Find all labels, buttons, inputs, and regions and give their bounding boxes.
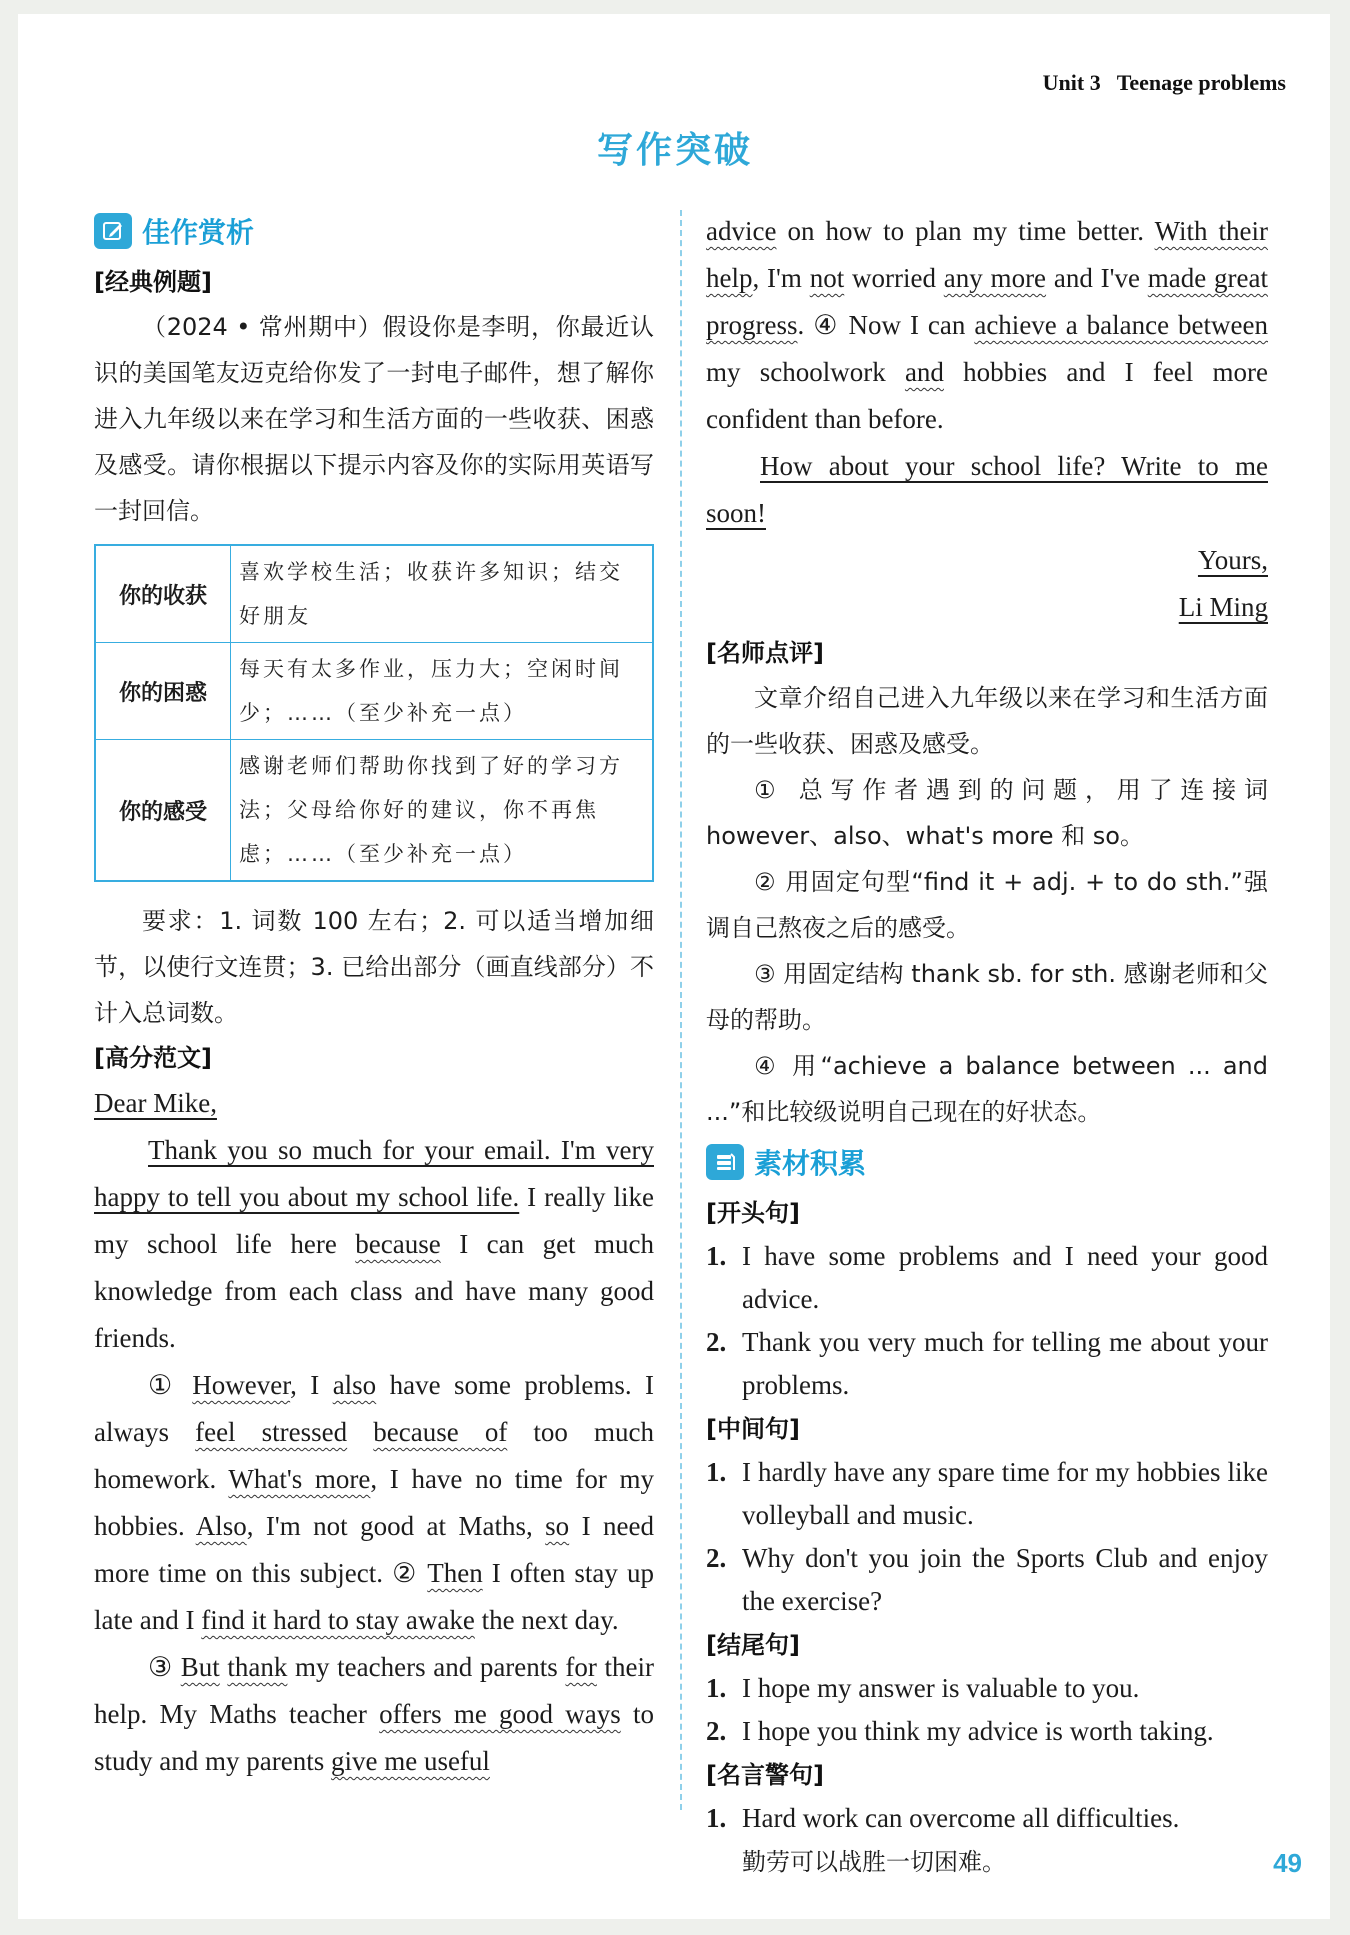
list-item: 2. I hope you think my advice is worth taking. [706, 1716, 1214, 1746]
comment-line: 文章介绍自己进入九年级以来在学习和生活方面的一些收获、困惑及感受。 [706, 684, 1268, 758]
prompt-table [94, 544, 654, 882]
page-number: 49 [1273, 1848, 1302, 1878]
model-essay-label: [高分范文] [94, 1044, 212, 1072]
essay-paragraph-2: ① However, I also have some problems. I always feel stressed because of too much homework. What's more, I have no time for my hobbies. Also, I'm not good at Maths, so I need more time on this subject. ② Then I often stay up late and I find it hard to stay awake the next day. [94, 1370, 655, 1635]
prompt-text: （2024 • 常州期中）假设你是李明，你最近认识的美国笔友迈克给你发了一封电子邮件，想了解你进入九年级以来在学习和生活方面的一些收获、困惑及感受。请你根据以下提示内容及你的实际用英语写一封回信。 [94, 313, 654, 525]
signature-name: Li Ming [1178, 592, 1268, 622]
list-item: 1. I have some problems and I need your good advice. [706, 1241, 1268, 1314]
essay-paragraph-3: ③ But thank my teachers and parents for their help. My Maths teacher offers me good ways to study and my parents give me useful [94, 1652, 655, 1776]
section-title: 素材积累 [754, 1147, 867, 1180]
group-label-opening: [开头句] [706, 1199, 800, 1227]
column-divider [680, 210, 682, 1810]
comment-line: ② 用固定句型“find it + adj. + to do sth.”强调自己熬夜之后的感受。 [706, 868, 1268, 942]
list-item: 1. Hard work can overcome all difficulties. 勤劳可以战胜一切困难。 [706, 1803, 1180, 1876]
unit-topic: Teenage problems [1116, 70, 1286, 95]
table-value: 每天有太多作业，压力大；空闲时间少；……（至少补充一点） [231, 643, 654, 740]
table-row [95, 740, 653, 882]
section-title: 佳作赏析 [142, 216, 255, 249]
list-item: 2. Thank you very much for telling me about your problems. [706, 1327, 1268, 1400]
unit-label: Unit 3 [1042, 70, 1101, 95]
requirements-text: 要求：1. 词数 100 左右；2. 可以适当增加细节，以使行文连贯；3. 已给出部分（画直线部分）不计入总词数。 [94, 907, 654, 1027]
section-heading-materials [706, 1139, 1268, 1185]
ending-sentences-list [706, 1667, 1268, 1753]
example-label: [经典例题] [94, 268, 212, 296]
table-key: 你的困惑 [95, 643, 231, 740]
right-column [706, 208, 1268, 1884]
table-key: 你的感受 [95, 740, 231, 882]
list-item: 1. I hope my answer is valuable to you. [706, 1673, 1140, 1703]
left-column [94, 208, 654, 1785]
comment-line: ④ 用“achieve a balance between ... and ...”和比较级说明自己现在的好状态。 [706, 1052, 1268, 1126]
table-value: 感谢老师们帮助你找到了好的学习方法；父母给你好的建议，你不再焦虑；……（至少补充一点） [231, 740, 654, 882]
table-value: 喜欢学校生活；收获许多知识；结交好朋友 [231, 545, 654, 643]
essay-paragraph-3-continued: advice on how to plan my time better. With their help, I'm not worried any more and I've made great progress. ④ Now I can achieve a balance between my schoolwork and hobbies and I feel more confident than before. [706, 216, 1269, 434]
signature-yours: Yours, [1197, 545, 1268, 575]
table-row [95, 643, 653, 740]
list-item: 1. I hardly have any spare time for my hobbies like volleyball and music. [706, 1457, 1268, 1530]
comment-line: ③ 用固定结构 thank sb. for sth. 感谢老师和父母的帮助。 [706, 960, 1268, 1034]
list-item: 2. Why don't you join the Sports Club and enjoy the exercise? [706, 1543, 1268, 1616]
book-stack-icon [706, 1144, 744, 1180]
salutation: Dear Mike, [94, 1088, 217, 1118]
group-label-ending: [结尾句] [706, 1631, 800, 1659]
middle-sentences-list [706, 1451, 1268, 1623]
quote-translation: 勤劳可以战胜一切困难。 [742, 1848, 1006, 1876]
teacher-comment-label: [名师点评] [706, 639, 824, 667]
essay-paragraph-1: Thank you so much for your email. I'm very happy to tell you about my school life. I really like my school life here because I can get much knowledge from each class and have many good friends. [94, 1135, 654, 1353]
page-title: 写作突破 [596, 130, 753, 171]
table-key: 你的收获 [95, 545, 231, 643]
closing-line: How about your school life? Write to me soon! [706, 451, 1268, 528]
pencil-edit-icon [94, 213, 132, 249]
opening-sentences-list [706, 1235, 1268, 1407]
group-label-quotes: [名言警句] [706, 1761, 824, 1789]
section-heading-appreciation [94, 208, 654, 254]
quotes-list [706, 1797, 1268, 1884]
running-header [1043, 70, 1286, 96]
comment-line: ① 总写作者遇到的问题，用了连接词 however、also、what's more 和 so。 [706, 776, 1268, 850]
group-label-middle: [中间句] [706, 1415, 800, 1443]
table-row [95, 545, 653, 643]
